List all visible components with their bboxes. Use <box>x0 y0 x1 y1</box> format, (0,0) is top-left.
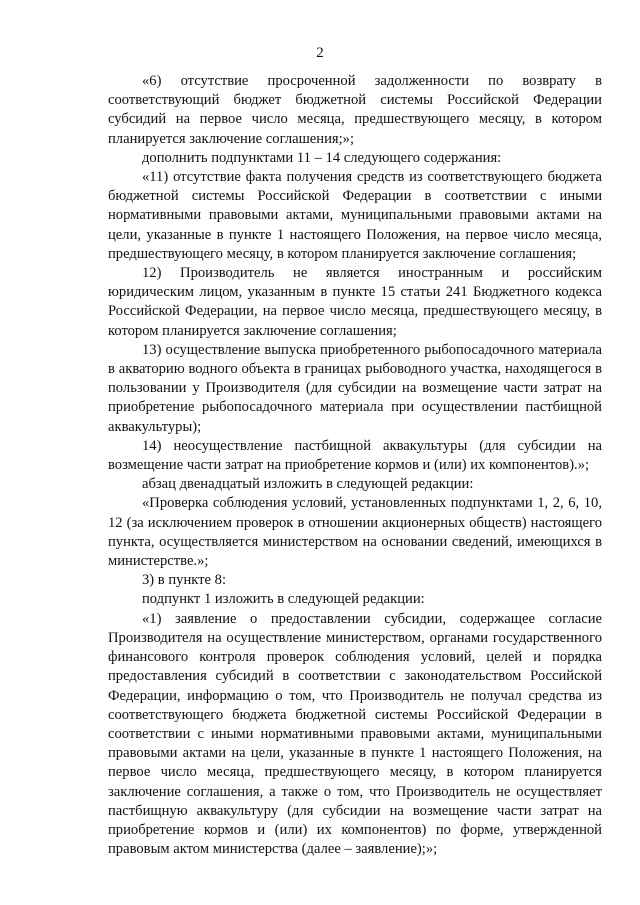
paragraph-verification: «Проверка соблюдения условий, установленных подпунктами 1, 2, 6, 10, 12 (за исключением проверок в отношении акционерных обществ) настоящего пункта, осуществляется министерством на основании сведений, имеющихся в министерстве.»; <box>108 495 602 570</box>
paragraph-twelfth-abzac: абзац двенадцатый изложить в следующей редакции: <box>142 476 474 493</box>
paragraph-subitem-11: «11) отсутствие факта получения средств из соответствующего бюджета бюджетной системы Российской Федерации в соответствии с иными нормативными правовыми актами, муниципальными правовыми актами на цели, указанные в пункте 1 настоящего Положения, на первое число месяца, предшествующего месяцу, в котором планируется заключение соглашения; <box>108 169 602 262</box>
paragraph-subitem-13: 13) осуществление выпуска приобретенного рыбопосадочного материала в акваторию водного объекта в границах рыбоводного участка, находящегося в пользовании у Производителя (для субсидии на возмещение части затрат на приобретение рыбопосадочного материала при осуществлении пастбищной аквакультуры); <box>108 341 602 435</box>
paragraph-subitem-6: «6) отсутствие просроченной задолженности по возврату в соответствующий бюджет бюджетной системы Российской Федерации субсидий на первое число месяца, предшествующего месяцу, в котором планируется заключение соглашения;»; <box>108 73 602 147</box>
document-body <box>108 72 602 859</box>
paragraph-subitem-1-application: «1) заявление о предоставлении субсидии, содержащее согласие Производителя на осуществление министерством, органами государственного финансового контроля проверок соблюдения условий, целей и порядка предоставления субсидий в соответствии с законодательством Российской Федерации, информацию о том, что Производитель не получал средства из соответствующего бюджета бюджетной системы Российской Федерации в соответствии с иными нормативными правовыми актами, муниципальными правовыми актами на цели, указанные в пункте 1 настоящего Положения, на первое число месяца, предшествующего месяцу, в котором планируется заключение соглашения, а также о том, что Производитель не осуществляет пастбищную аквакультуру (для субсидии на возмещение части затрат на приобретение кормов и (или) их компонентов) по форме, утвержденной правовым актом министерства (далее – заявление);»; <box>108 610 602 858</box>
paragraph-add-subitems: дополнить подпунктами 11 – 14 следующего содержания: <box>142 149 502 166</box>
paragraph-subitem-1-intro: подпункт 1 изложить в следующей редакции: <box>142 591 425 608</box>
page-number: 2 <box>316 45 324 61</box>
paragraph-item-8: 3) в пункте 8: <box>142 572 227 589</box>
paragraph-subitem-14: 14) неосуществление пастбищной аквакультуры (для субсидии на возмещение части затрат на приобретение кормов и (или) их компонентов).»; <box>108 437 602 474</box>
paragraph-subitem-12: 12) Производитель не является иностранным и российским юридическим лицом, указанным в пункте 15 статьи 241 Бюджетного кодекса Российской Федерации, на первое число месяца, предшествующего месяцу, в котором планируется заключение соглашения; <box>108 265 602 339</box>
